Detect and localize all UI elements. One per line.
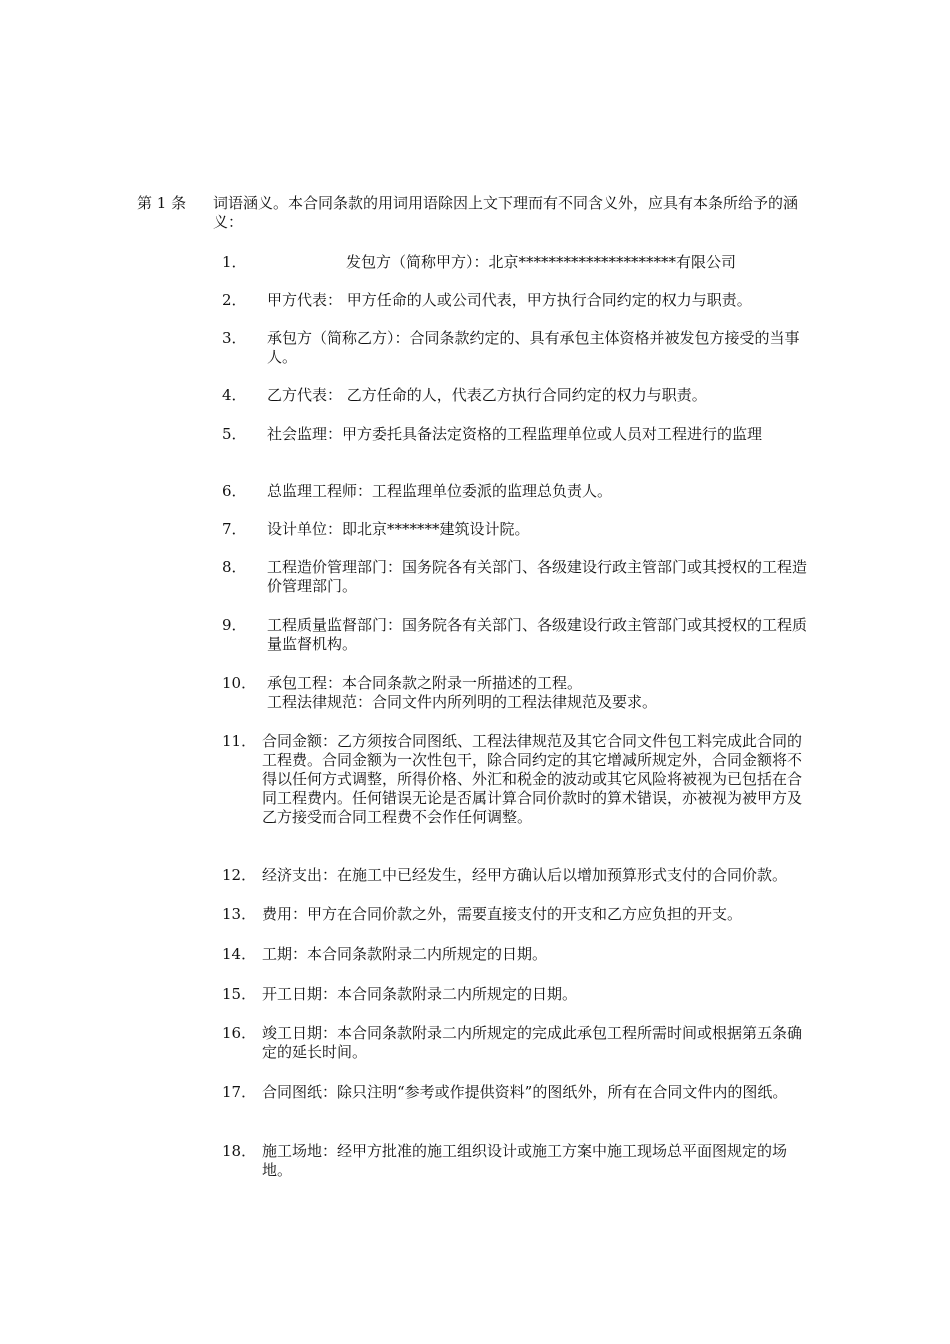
item-text: 总监理工程师：工程监理单位委派的监理总负责人。 xyxy=(267,482,613,500)
item-number: 17． xyxy=(222,1083,257,1101)
item-number: 3． xyxy=(222,329,247,347)
item-text: 工程质量监督部门：国务院各有关部门、各级建设行政主管部门或其授权的工程质量监督机构。 xyxy=(267,616,808,653)
item-text: 费用：甲方在合同价款之外，需要直接支付的开支和乙方应负担的开支。 xyxy=(262,905,743,923)
item-text: 乙方代表： 乙方任命的人，代表乙方执行合同约定的权力与职责。 xyxy=(267,386,707,404)
item-text: 合同金额：乙方须按合同图纸、工程法律规范及其它合同文件包工料完成此合同的工程费。合同金额为一次性包干，除合同约定的其它增减所规定外，合同金额将不得以任何方式调整，所得价格、外汇和税金的波动或其它风险将被视为已包括在合同工程费内。任何错误无论是否属计算合同价款时的算术错误，亦被视为被甲方及乙方接受而合同工程费不会作任何调整。 xyxy=(262,732,803,826)
item-text: 经济支出：在施工中已经发生，经甲方确认后以增加预算形式支付的合同价款。 xyxy=(262,866,788,884)
item-number: 5． xyxy=(222,425,247,443)
item-number: 7． xyxy=(222,520,247,538)
item-text: 设计单位：即北京*******建筑设计院。 xyxy=(267,520,530,538)
item-text-line: 工程法律规范：合同文件内所列明的工程法律规范及要求。 xyxy=(267,693,658,711)
item-text xyxy=(267,674,815,712)
item-text: 社会监理：甲方委托具备法定资格的工程监理单位或人员对工程进行的监理 xyxy=(267,425,763,443)
item-number: 9． xyxy=(222,616,247,634)
item-number: 1． xyxy=(222,253,247,271)
item-number: 18． xyxy=(222,1142,257,1160)
item-number: 6． xyxy=(222,482,247,500)
item-number: 16． xyxy=(222,1024,257,1042)
item-number: 12． xyxy=(222,866,257,884)
item-number: 4． xyxy=(222,386,247,404)
item-text: 合同图纸：除只注明“参考或作提供资料”的图纸外，所有在合同文件内的图纸。 xyxy=(262,1083,788,1101)
item-text: 工期：本合同条款附录二内所规定的日期。 xyxy=(262,945,548,963)
item-text: 施工场地：经甲方批准的施工组织设计或施工方案中施工现场总平面图规定的场地。 xyxy=(262,1142,788,1179)
item-number: 10． xyxy=(222,674,257,692)
item-text: 承包方（简称乙方）：合同条款约定的、具有承包主体资格并被发包方接受的当事人。 xyxy=(267,329,800,366)
item-text: 甲方代表： 甲方任命的人或公司代表，甲方执行合同约定的权力与职责。 xyxy=(267,291,752,309)
article-number: 第 1 条 xyxy=(137,194,187,212)
article-1 xyxy=(137,194,817,232)
item-number: 2． xyxy=(222,291,247,309)
article-intro: 词语涵义。本合同条款的用词用语除因上文下理而有不同含义外，应具有本条所给予的涵义： xyxy=(213,194,799,231)
item-number: 11． xyxy=(222,732,257,750)
item-text: 竣工日期：本合同条款附录二内所规定的完成此承包工程所需时间或根据第五条确定的延长时间。 xyxy=(262,1024,803,1061)
item-text: 开工日期：本合同条款附录二内所规定的日期。 xyxy=(262,985,578,1003)
item-number: 8． xyxy=(222,558,247,576)
item-text: 工程造价管理部门：国务院各有关部门、各级建设行政主管部门或其授权的工程造价管理部门。 xyxy=(267,558,808,595)
item-number: 13． xyxy=(222,905,257,923)
item-text-line: 承包工程：本合同条款之附录一所描述的工程。 xyxy=(267,674,583,692)
item-number: 15． xyxy=(222,985,257,1003)
item-number: 14． xyxy=(222,945,257,963)
item-text: 发包方（简称甲方）：北京*********************有限公司 xyxy=(346,253,737,271)
